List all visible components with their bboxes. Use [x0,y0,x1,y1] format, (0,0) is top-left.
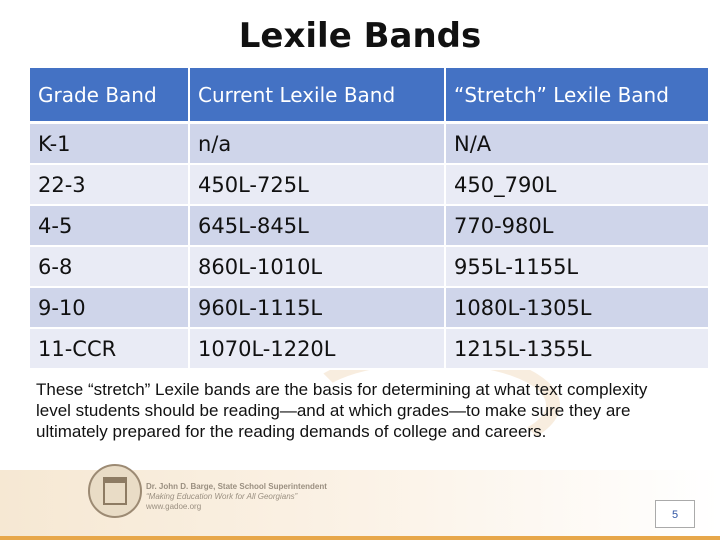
website-link[interactable]: www.gadoe.org [146,502,202,511]
cell-current-band: 645L-845L [190,206,446,247]
footer-accent-bar [0,536,720,540]
cell-current-band: 1070L-1220L [190,329,446,370]
cell-current-band: 960L-1115L [190,288,446,329]
table-row [30,247,708,288]
cell-grade-band: K-1 [30,124,190,165]
table-header-row [30,68,708,124]
table-row [30,288,708,329]
cell-current-band: n/a [190,124,446,165]
superintendent-line: Dr. John D. Barge, State School Superintendent [146,482,327,491]
table-row [30,206,708,247]
table-row [30,329,708,370]
header-grade-band: Grade Band [30,68,190,124]
state-seal-icon [88,464,142,518]
header-stretch-lexile-band: “Stretch” Lexile Band [446,68,708,124]
lexile-bands-table [30,68,708,370]
table-row [30,165,708,206]
header-current-lexile-band: Current Lexile Band [190,68,446,124]
cell-current-band: 450L-725L [190,165,446,206]
slide-title: Lexile Bands [238,16,482,56]
seal-arch-icon [103,477,127,505]
description-text: These “stretch” Lexile bands are the basis for determining at what text complexity level students should be reading—and at which grades—to make sure they are ultimately prepared for the reading demands of college and careers. [36,380,648,441]
cell-current-band: 860L-1010L [190,247,446,288]
gadoe-logo-text [146,482,327,511]
table-row [30,124,708,165]
cell-stretch-band: 1215L-1355L [446,329,708,370]
cell-grade-band: 4-5 [30,206,190,247]
page-number-box [655,500,695,528]
cell-stretch-band: 1080L-1305L [446,288,708,329]
cell-stretch-band: 770-980L [446,206,708,247]
page-number: 5 [671,509,679,521]
cell-grade-band: 6-8 [30,247,190,288]
cell-stretch-band: 450_790L [446,165,708,206]
cell-grade-band: 22-3 [30,165,190,206]
cell-stretch-band: 955L-1155L [446,247,708,288]
cell-grade-band: 11-CCR [30,329,190,370]
cell-grade-band: 9-10 [30,288,190,329]
motto-line: “Making Education Work for All Georgians” [146,492,298,501]
cell-stretch-band: N/A [446,124,708,165]
